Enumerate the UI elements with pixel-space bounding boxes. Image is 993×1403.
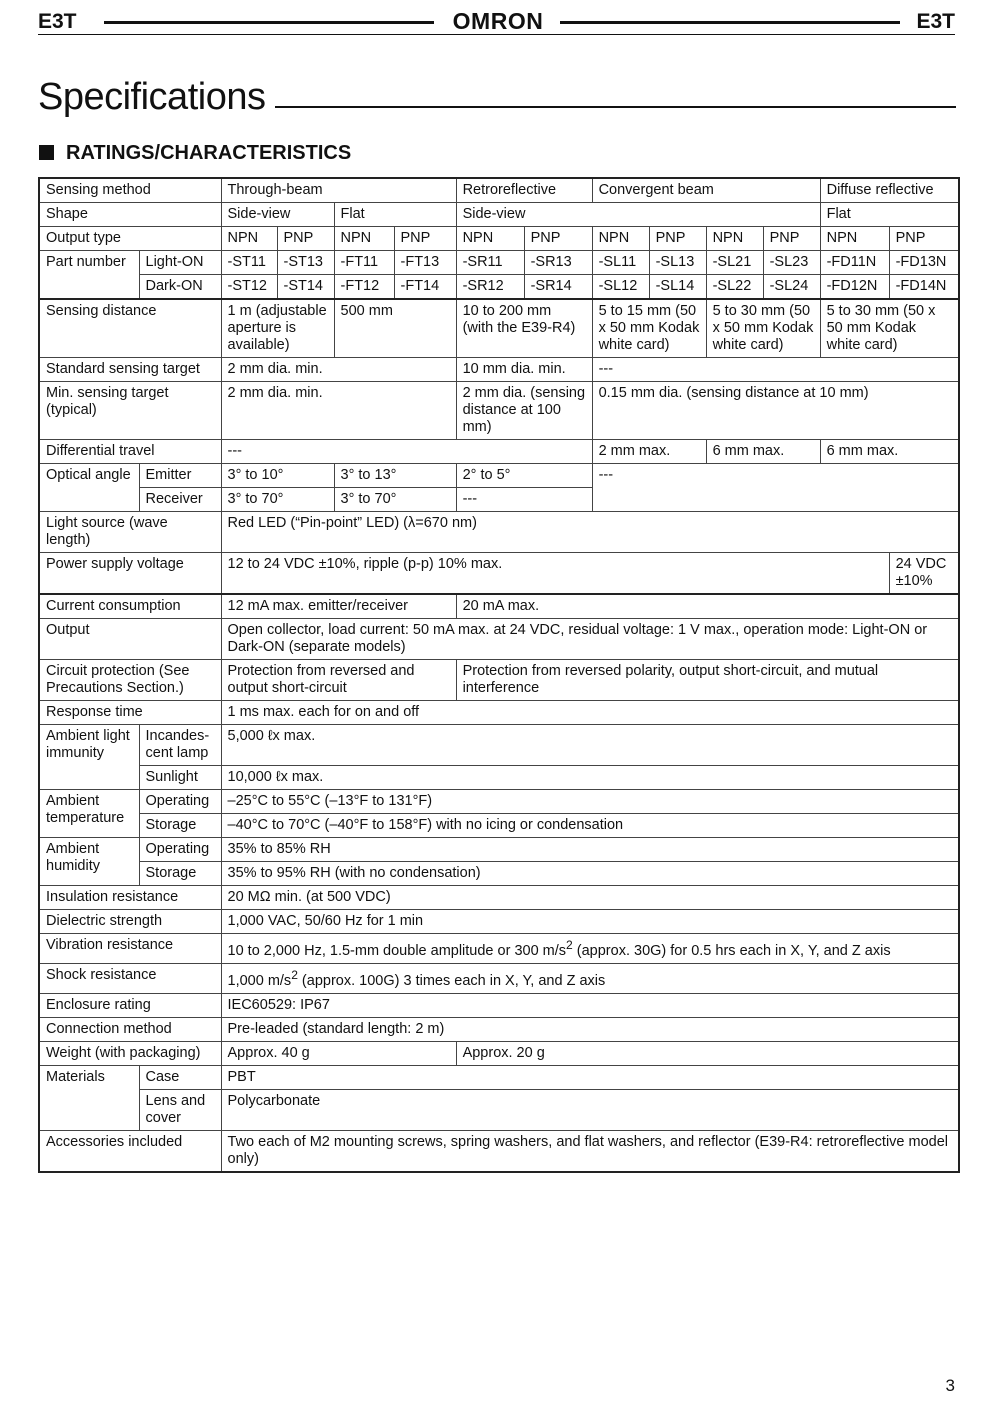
cell: -SL24 bbox=[763, 275, 820, 300]
cell: 10 mm dia. min. bbox=[456, 358, 592, 382]
cell: -SL21 bbox=[706, 251, 763, 275]
cell: --- bbox=[592, 464, 959, 512]
cell: 35% to 95% RH (with no condensation) bbox=[221, 862, 959, 886]
row-label: Power supply voltage bbox=[39, 553, 221, 595]
cell: NPN bbox=[706, 227, 763, 251]
cell: -ST13 bbox=[277, 251, 334, 275]
cell: 6 mm max. bbox=[820, 440, 959, 464]
cell: --- bbox=[592, 358, 959, 382]
cell: NPN bbox=[592, 227, 649, 251]
row-label: Sensing method bbox=[39, 178, 221, 203]
row-label: Output bbox=[39, 619, 221, 660]
sub-label: Storage bbox=[139, 814, 221, 838]
cell: 0.15 mm dia. (sensing distance at 10 mm) bbox=[592, 382, 959, 440]
table-row bbox=[39, 203, 959, 227]
cell bbox=[221, 934, 959, 964]
cell: 2 mm dia. min. bbox=[221, 382, 456, 440]
cell: 5 to 15 mm (50 x 50 mm Kodak white card) bbox=[592, 299, 706, 358]
square-bullet-icon bbox=[39, 145, 54, 160]
cell: 1,000 VAC, 50/60 Hz for 1 min bbox=[221, 910, 959, 934]
cell: PNP bbox=[394, 227, 456, 251]
cell: PNP bbox=[763, 227, 820, 251]
table-row bbox=[39, 178, 959, 203]
cell: Pre-leaded (standard length: 2 m) bbox=[221, 1017, 959, 1041]
row-label: Ambient humidity bbox=[39, 838, 139, 886]
cell: 1 m (adjustable aperture is available) bbox=[221, 299, 334, 358]
header-underline bbox=[38, 34, 955, 35]
sub-label: Lens and cover bbox=[139, 1089, 221, 1130]
row-label: Ambient temperature bbox=[39, 790, 139, 838]
table-row bbox=[39, 934, 959, 964]
cell: Flat bbox=[334, 203, 456, 227]
cell: PNP bbox=[649, 227, 706, 251]
brand-logo: OMRON bbox=[452, 8, 544, 34]
table-row bbox=[39, 701, 959, 725]
section-heading bbox=[39, 142, 351, 165]
table-row bbox=[39, 512, 959, 553]
row-label: Ambient light immunity bbox=[39, 725, 139, 790]
sub-label: Storage bbox=[139, 862, 221, 886]
cell: -FT11 bbox=[334, 251, 394, 275]
cell: 20 mA max. bbox=[456, 594, 959, 619]
sub-label: Receiver bbox=[139, 488, 221, 512]
table-row bbox=[39, 227, 959, 251]
table-row bbox=[39, 299, 959, 358]
cell: 3° to 13° bbox=[334, 464, 456, 488]
row-label: Min. sensing target (typical) bbox=[39, 382, 221, 440]
row-label: Materials bbox=[39, 1065, 139, 1130]
table-row bbox=[39, 886, 959, 910]
table-row bbox=[39, 1130, 959, 1172]
table-row bbox=[39, 862, 959, 886]
cell: NPN bbox=[456, 227, 524, 251]
table-row bbox=[39, 358, 959, 382]
superscript: 2 bbox=[566, 938, 573, 952]
table-row bbox=[39, 619, 959, 660]
cell: --- bbox=[221, 440, 592, 464]
cell: -ST14 bbox=[277, 275, 334, 300]
header-model-right: E3T bbox=[916, 10, 955, 33]
row-label: Output type bbox=[39, 227, 221, 251]
cell: 500 mm bbox=[334, 299, 456, 358]
cell: Side-view bbox=[456, 203, 820, 227]
cell: -ST11 bbox=[221, 251, 277, 275]
page-header bbox=[38, 8, 955, 36]
superscript: 2 bbox=[291, 967, 298, 982]
cell: NPN bbox=[820, 227, 889, 251]
cell: 2° to 5° bbox=[456, 464, 592, 488]
row-label: Current consumption bbox=[39, 594, 221, 619]
cell: Retroreflective bbox=[456, 178, 592, 203]
cell: NPN bbox=[221, 227, 277, 251]
sub-label: Operating bbox=[139, 838, 221, 862]
cell-text: (approx. 100G) 3 times each in X, Y, and Z axis bbox=[297, 972, 606, 989]
sub-label: Emitter bbox=[139, 464, 221, 488]
cell: –40°C to 70°C (–40°F to 158°F) with no icing or condensation bbox=[221, 814, 959, 838]
table-row bbox=[39, 660, 959, 701]
cell: 5 to 30 mm (50 x 50 mm Kodak white card) bbox=[820, 299, 959, 358]
cell: Protection from reversed polarity, output short-circuit, and mutual interference bbox=[456, 660, 959, 701]
cell: -SL11 bbox=[592, 251, 649, 275]
row-label: Light source (wave length) bbox=[39, 512, 221, 553]
cell: -ST12 bbox=[221, 275, 277, 300]
cell: -SR13 bbox=[524, 251, 592, 275]
sub-label: Case bbox=[139, 1065, 221, 1089]
cell: 6 mm max. bbox=[706, 440, 820, 464]
cell: 10 to 200 mm (with the E39-R4) bbox=[456, 299, 592, 358]
cell: Flat bbox=[820, 203, 959, 227]
row-label: Optical angle bbox=[39, 464, 139, 512]
cell: 20 MΩ min. (at 500 VDC) bbox=[221, 886, 959, 910]
cell: Red LED (“Pin-point” LED) (λ=670 nm) bbox=[221, 512, 959, 553]
cell: -SL13 bbox=[649, 251, 706, 275]
table-row bbox=[39, 766, 959, 790]
section-title: RATINGS/CHARACTERISTICS bbox=[66, 142, 352, 164]
table-row bbox=[39, 464, 959, 488]
cell: Side-view bbox=[221, 203, 334, 227]
cell: 24 VDC ±10% bbox=[889, 553, 959, 595]
cell: –25°C to 55°C (–13°F to 131°F) bbox=[221, 790, 959, 814]
cell: PNP bbox=[889, 227, 959, 251]
row-label: Part number bbox=[39, 251, 139, 300]
table-row bbox=[39, 1041, 959, 1065]
cell: -SR12 bbox=[456, 275, 524, 300]
table-row bbox=[39, 1089, 959, 1130]
cell: 12 mA max. emitter/receiver bbox=[221, 594, 456, 619]
row-label: Dielectric strength bbox=[39, 910, 221, 934]
cell: PNP bbox=[277, 227, 334, 251]
cell: 3° to 70° bbox=[334, 488, 456, 512]
row-label: Response time bbox=[39, 701, 221, 725]
header-rule-left bbox=[104, 21, 434, 24]
sub-label: Incandes-cent lamp bbox=[139, 725, 221, 766]
specifications-table bbox=[38, 177, 960, 1173]
cell: 5 to 30 mm (50 x 50 mm Kodak white card) bbox=[706, 299, 820, 358]
row-label: Enclosure rating bbox=[39, 993, 221, 1017]
page-title: Specifications bbox=[38, 76, 266, 118]
row-label: Sensing distance bbox=[39, 299, 221, 358]
table-row bbox=[39, 725, 959, 766]
cell: -FT13 bbox=[394, 251, 456, 275]
cell: 3° to 10° bbox=[221, 464, 334, 488]
cell: 2 mm dia. (sensing distance at 100 mm) bbox=[456, 382, 592, 440]
cell: -FD13N bbox=[889, 251, 959, 275]
sub-label: Sunlight bbox=[139, 766, 221, 790]
row-label: Weight (with packaging) bbox=[39, 1041, 221, 1065]
row-label: Differential travel bbox=[39, 440, 221, 464]
cell: Two each of M2 mounting screws, spring washers, and flat washers, and reflector (E39-R4: retroreflective model only) bbox=[221, 1130, 959, 1172]
cell: PBT bbox=[221, 1065, 959, 1089]
cell: -FD11N bbox=[820, 251, 889, 275]
cell: Convergent beam bbox=[592, 178, 820, 203]
table-row bbox=[39, 963, 959, 993]
sub-label: Dark-ON bbox=[139, 275, 221, 300]
row-label: Insulation resistance bbox=[39, 886, 221, 910]
cell: 5,000 ℓx max. bbox=[221, 725, 959, 766]
cell: -SL14 bbox=[649, 275, 706, 300]
cell: Diffuse reflective bbox=[820, 178, 959, 203]
cell: -SR14 bbox=[524, 275, 592, 300]
cell: 2 mm max. bbox=[592, 440, 706, 464]
row-label: Shape bbox=[39, 203, 221, 227]
cell: IEC60529: IP67 bbox=[221, 993, 959, 1017]
cell: Approx. 20 g bbox=[456, 1041, 959, 1065]
cell: 1 ms max. each for on and off bbox=[221, 701, 959, 725]
row-label: Standard sensing target bbox=[39, 358, 221, 382]
cell: Open collector, load current: 50 mA max. at 24 VDC, residual voltage: 1 V max., operation mode: Light-ON or Dark-ON (separate models) bbox=[221, 619, 959, 660]
header-model-left: E3T bbox=[38, 10, 77, 33]
row-label: Shock resistance bbox=[39, 963, 221, 993]
cell-text: 10 to 2,000 Hz, 1.5-mm double amplitude or 300 m/s bbox=[227, 942, 567, 959]
cell: PNP bbox=[524, 227, 592, 251]
cell: 3° to 70° bbox=[221, 488, 334, 512]
cell: -SL22 bbox=[706, 275, 763, 300]
cell: Approx. 40 g bbox=[221, 1041, 456, 1065]
row-label: Connection method bbox=[39, 1017, 221, 1041]
table-row bbox=[39, 251, 959, 275]
table-row bbox=[39, 790, 959, 814]
row-label: Accessories included bbox=[39, 1130, 221, 1172]
row-label: Circuit protection (See Precautions Section.) bbox=[39, 660, 221, 701]
cell: -FD12N bbox=[820, 275, 889, 300]
cell-text: 1,000 m/s bbox=[227, 972, 292, 989]
sub-label: Operating bbox=[139, 790, 221, 814]
cell: --- bbox=[456, 488, 592, 512]
cell: Through-beam bbox=[221, 178, 456, 203]
table-row bbox=[39, 1065, 959, 1089]
header-rule-right bbox=[560, 21, 900, 24]
cell: 10,000 ℓx max. bbox=[221, 766, 959, 790]
cell: 2 mm dia. min. bbox=[221, 358, 456, 382]
cell: -FT14 bbox=[394, 275, 456, 300]
table-row bbox=[39, 594, 959, 619]
title-rule bbox=[275, 106, 956, 108]
table-row bbox=[39, 440, 959, 464]
table-row bbox=[39, 553, 959, 595]
cell: Protection from reversed and output short-circuit bbox=[221, 660, 456, 701]
cell: 35% to 85% RH bbox=[221, 838, 959, 862]
table-row bbox=[39, 838, 959, 862]
cell: -FT12 bbox=[334, 275, 394, 300]
row-label: Vibration resistance bbox=[39, 934, 221, 964]
cell: 12 to 24 VDC ±10%, ripple (p-p) 10% max. bbox=[221, 553, 889, 595]
cell: -FD14N bbox=[889, 275, 959, 300]
cell: -SL12 bbox=[592, 275, 649, 300]
sub-label: Light-ON bbox=[139, 251, 221, 275]
table-row bbox=[39, 275, 959, 300]
table-row bbox=[39, 814, 959, 838]
cell: -SR11 bbox=[456, 251, 524, 275]
cell-text: (approx. 30G) for 0.5 hrs each in X, Y, and Z axis bbox=[572, 942, 891, 959]
table-row bbox=[39, 382, 959, 440]
cell: -SL23 bbox=[763, 251, 820, 275]
cell: NPN bbox=[334, 227, 394, 251]
table-row bbox=[39, 910, 959, 934]
table-row bbox=[39, 1017, 959, 1041]
table-row bbox=[39, 993, 959, 1017]
cell bbox=[221, 963, 959, 993]
cell: Polycarbonate bbox=[221, 1089, 959, 1130]
page-number: 3 bbox=[945, 1376, 955, 1395]
